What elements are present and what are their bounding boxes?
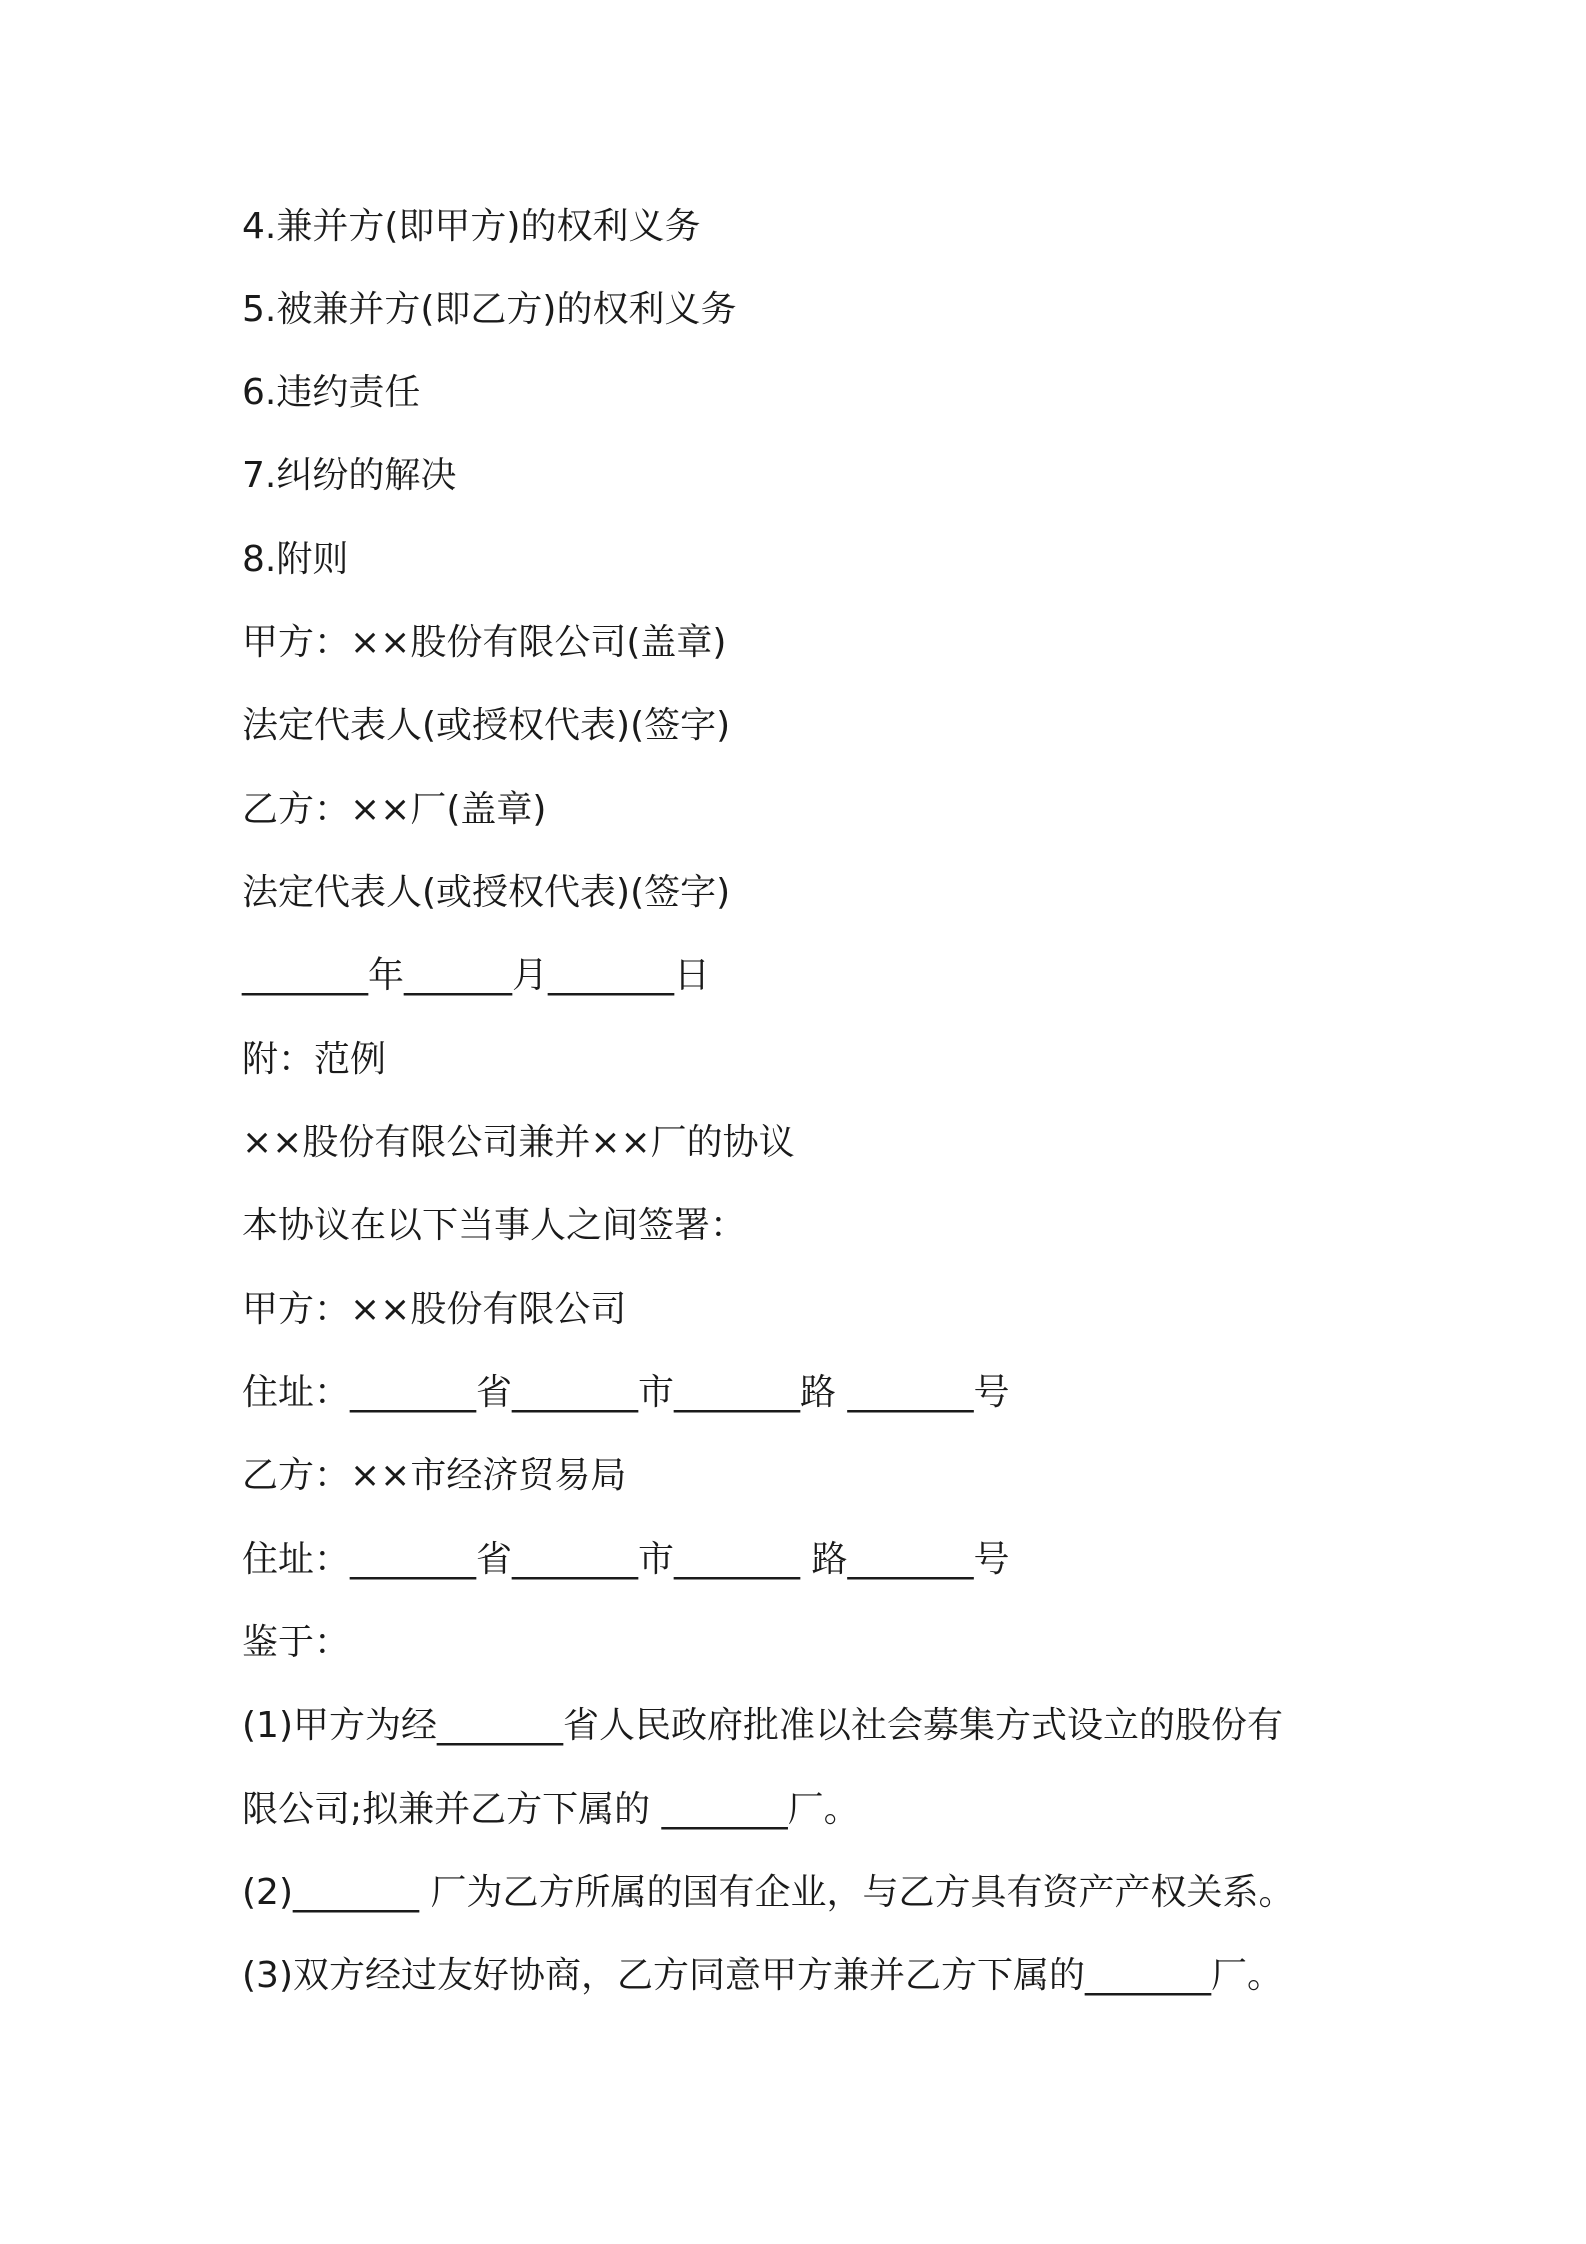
whereas-heading: 鉴于： <box>242 1622 351 1663</box>
clause-7-heading: 7.纠纷的解决 <box>242 455 457 496</box>
party-b-address: 住址：_______省_______市_______ 路_______号 <box>242 1539 1010 1580</box>
party-b-seal-line: 乙方：××厂(盖章) <box>242 789 547 830</box>
clause-8-heading: 8.附则 <box>242 539 349 580</box>
clause-4-heading: 4.兼并方(即甲方)的权利义务 <box>242 206 701 247</box>
party-a-representative-line: 法定代表人(或授权代表)(签字) <box>242 705 731 746</box>
appendix-heading: 附：范例 <box>242 1039 387 1080</box>
party-a-address: 住址：_______省_______市_______路 _______号 <box>242 1372 1010 1413</box>
agreement-title: ××股份有限公司兼并××厂的协议 <box>242 1122 795 1163</box>
date-line: _______年______月_______日 <box>242 955 710 996</box>
recital-3: (3)双方经过友好协商，乙方同意甲方兼并乙方下属的_______厂。 <box>242 1955 1283 1996</box>
parties-intro: 本协议在以下当事人之间签署： <box>242 1205 747 1246</box>
recital-2: (2)_______ 厂为乙方所属的国有企业，与乙方具有资产产权关系。 <box>242 1872 1295 1913</box>
clause-5-heading: 5.被兼并方(即乙方)的权利义务 <box>242 289 737 330</box>
clause-6-heading: 6.违约责任 <box>242 372 421 413</box>
recital-1-line-1: (1)甲方为经_______省人民政府批准以社会募集方式设立的股份有 <box>242 1705 1283 1746</box>
party-b-name: 乙方：××市经济贸易局 <box>242 1455 627 1496</box>
recital-1-line-2: 限公司;拟兼并乙方下属的 _______厂。 <box>242 1789 860 1830</box>
party-b-representative-line: 法定代表人(或授权代表)(签字) <box>242 872 731 913</box>
party-a-name: 甲方：××股份有限公司 <box>242 1289 627 1330</box>
party-a-seal-line: 甲方：××股份有限公司(盖章) <box>242 622 727 663</box>
